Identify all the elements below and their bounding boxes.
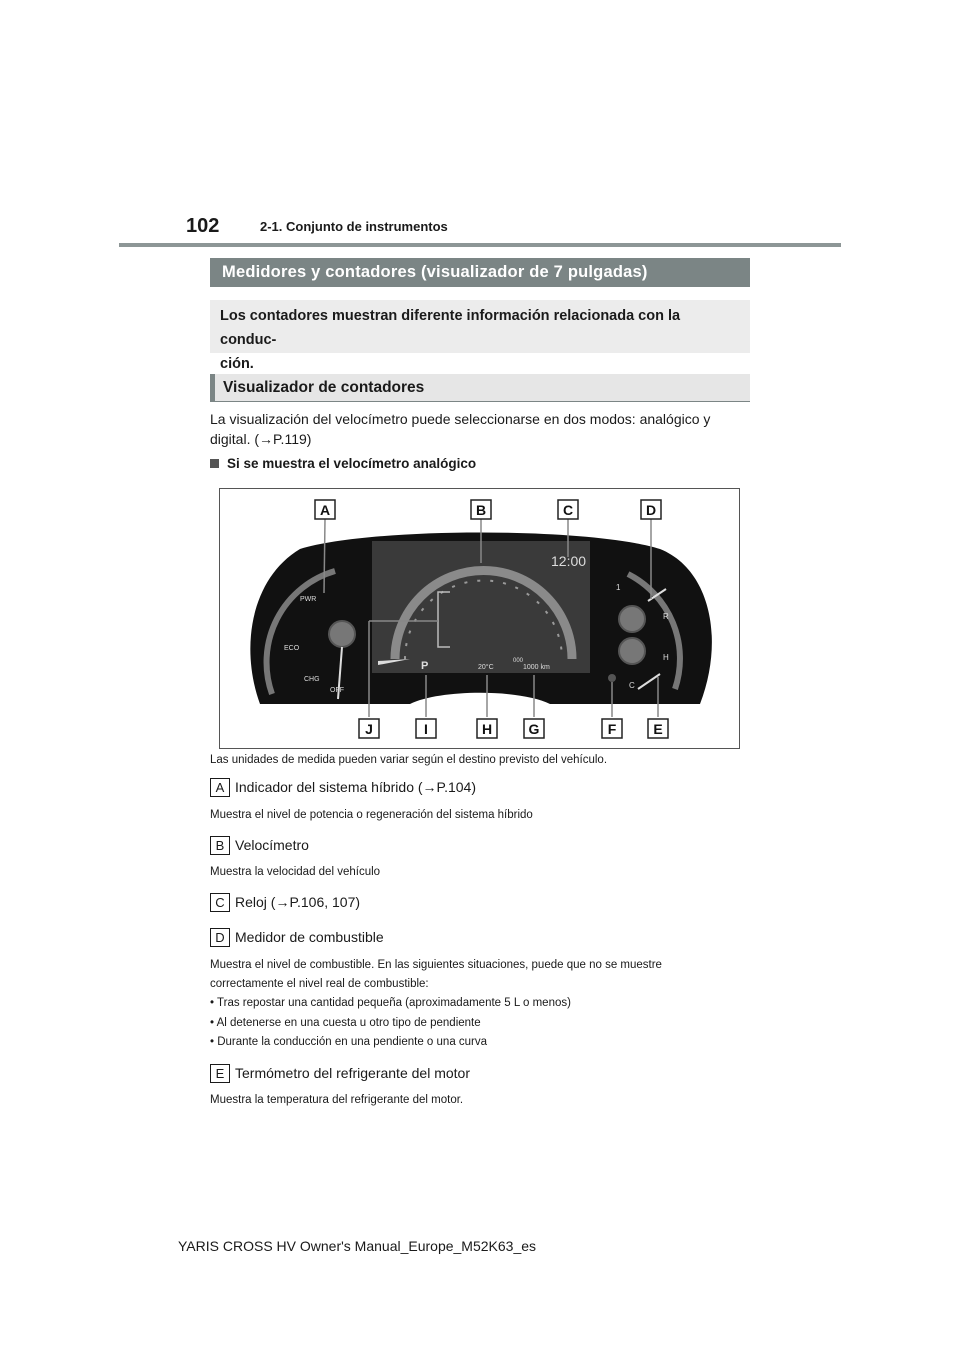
item-d (210, 928, 384, 947)
trip-readout: 000 (513, 658, 524, 664)
c-mark: C (629, 681, 635, 690)
callout-c: C (562, 502, 574, 518)
item-e (210, 1064, 470, 1083)
instrument-cluster-figure (219, 488, 740, 749)
paragraph-line-1: La visualización del velocímetro puede seleccionarse en dos modos: analógico y (210, 411, 711, 427)
section-title: Medidores y contadores (visualizador de 7 pulgadas) (210, 258, 750, 287)
gear-indicator: P (421, 660, 429, 672)
item-c-title: Reloj (→P.106, 107) (235, 894, 361, 910)
callout-j: J (365, 721, 373, 737)
item-d-desc-1: Muestra el nivel de combustible. En las siguientes situaciones, puede que no se muestre (210, 959, 662, 971)
item-b-desc: Muestra la velocidad del vehículo (210, 866, 381, 878)
eco-label: ECO (284, 645, 300, 652)
item-e-desc: Muestra la temperatura del refrigerante del motor. (210, 1094, 464, 1106)
item-e-letter: E (210, 1064, 230, 1083)
figure-note: Las unidades de medida pueden variar según el destino previsto del vehículo. (210, 754, 608, 766)
pwr-label: PWR (300, 596, 317, 603)
temperature-readout: 20°C (478, 664, 494, 671)
subsection-title: Visualizador de contadores (210, 374, 750, 402)
callout-i: I (424, 721, 428, 737)
paragraph-line-2: digital. (→P.119) (210, 431, 312, 447)
item-b-letter: B (210, 836, 230, 855)
item-d-desc-3: • Tras repostar una cantidad pequeña (aproximadamente 5 L o menos) (210, 997, 571, 1009)
intro-box (210, 300, 750, 372)
h-mark: H (663, 653, 669, 662)
callout-d: D (645, 502, 657, 518)
fuel-one-mark: 1 (616, 583, 621, 592)
item-a-desc: Muestra el nivel de potencia o regeneración del sistema híbrido (210, 809, 533, 821)
item-b-title: Velocímetro (235, 837, 309, 853)
intro-line-1: Los contadores muestran diferente información relacionada con la conduc- (220, 308, 681, 348)
r-mark: R (663, 612, 669, 621)
header-rule (119, 243, 841, 247)
clock-readout: 12:00 (551, 553, 587, 569)
page-number: 102 (186, 215, 220, 237)
item-e-title: Termómetro del refrigerante del motor (235, 1065, 470, 1081)
footer: YARIS CROSS HV Owner's Manual_Europe_M52K63_es (178, 1238, 537, 1254)
cluster-illustration (220, 489, 741, 750)
off-label: OFF (330, 687, 344, 694)
item-d-letter: D (210, 928, 230, 947)
callout-a: A (319, 502, 331, 518)
item-c (210, 893, 360, 912)
item-d-title: Medidor de combustible (235, 929, 384, 945)
chapter-title: 2-1. Conjunto de instrumentos (260, 219, 448, 234)
item-d-desc-2: correctamente el nivel real de combustible: (210, 978, 429, 990)
callout-h: H (481, 721, 493, 737)
square-bullet-icon (210, 459, 219, 468)
item-c-letter: C (210, 893, 230, 912)
item-a (210, 778, 476, 797)
bullet-heading (210, 456, 476, 471)
intro-line-2: ción. (220, 356, 254, 372)
item-a-title: Indicador del sistema híbrido (→P.104) (235, 779, 476, 795)
callout-b: B (475, 502, 487, 518)
bullet-heading-text: Si se muestra el velocímetro analógico (227, 456, 477, 471)
callout-g: G (528, 721, 540, 737)
item-b (210, 836, 309, 855)
chg-label: CHG (304, 676, 320, 683)
item-d-desc-4: • Al detenerse en una cuesta u otro tipo de pendiente (210, 1017, 481, 1029)
item-d-desc-5: • Durante la conducción en una pendiente o una curva (210, 1036, 488, 1048)
odometer-readout: 1000 km (523, 664, 550, 671)
item-a-letter: A (210, 778, 230, 797)
paragraph (210, 409, 750, 449)
callout-e: E (653, 721, 663, 737)
callout-f: F (607, 721, 617, 737)
